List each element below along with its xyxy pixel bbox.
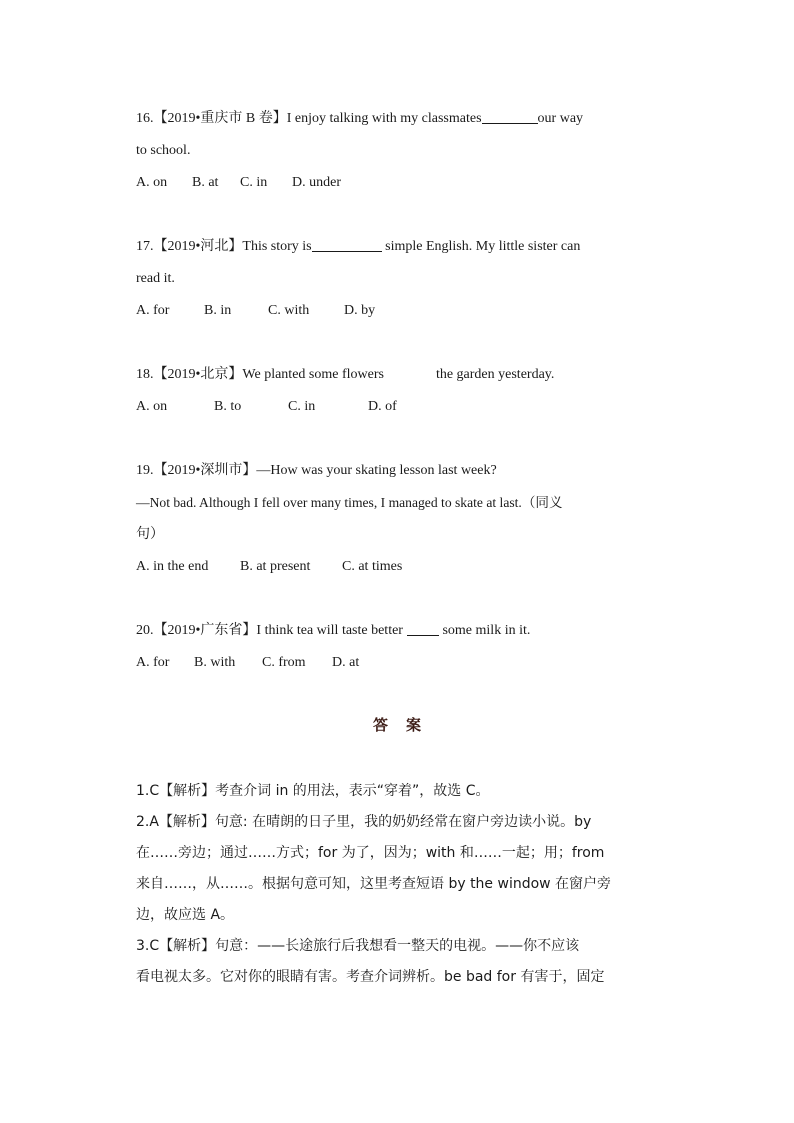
options	[136, 647, 660, 679]
question-stem: 20.【2019•广东省】I think tea will taste better some milk in it.	[136, 623, 531, 638]
option-d: D. of	[368, 399, 397, 414]
answer-blank	[482, 109, 538, 124]
option-d: D. under	[292, 175, 341, 190]
question-19	[136, 455, 660, 583]
question-stem: 16.【2019•重庆市 B 卷】I enjoy talking with my classmates our way	[136, 111, 584, 126]
question-stem-continued: read it.	[136, 271, 175, 286]
question-stem-continued: to school.	[136, 143, 191, 158]
option-d: D. by	[344, 303, 376, 318]
answer-line: 来自……，从……。根据句意可知，这里考查短语 by the window 在窗户旁	[136, 876, 612, 892]
question-17	[136, 231, 660, 327]
question-16	[136, 103, 660, 199]
option-c: C. with	[268, 303, 310, 318]
option-b: B. to	[214, 399, 242, 414]
options	[136, 551, 660, 583]
answer-line: 边，故应选 A。	[136, 907, 235, 923]
option-a: A. for	[136, 303, 170, 318]
answer-explanations	[136, 776, 660, 993]
option-a: A. on	[136, 175, 168, 190]
options	[136, 391, 660, 423]
option-b: B. with	[194, 655, 236, 670]
answer-line: 2.A【解析】句意: 在晴朗的日子里，我的奶奶经常在窗户旁边读小说。by	[136, 814, 592, 830]
options	[136, 295, 660, 327]
answer-blank	[407, 621, 439, 636]
question-stem: 17.【2019•河北】This story is simple English. My little sister can	[136, 239, 581, 254]
question-stem: 19.【2019•深圳市】—How was your skating lesson last week?	[136, 463, 497, 478]
question-stem-continued: 句）	[136, 527, 164, 542]
option-c: C. from	[262, 655, 306, 670]
option-d: D. at	[332, 655, 360, 670]
answer-line: 看电视太多。它对你的眼睛有害。考查介词辨析。be bad for 有害于，固定	[136, 969, 605, 985]
option-b: B. in	[204, 303, 232, 318]
option-a: A. for	[136, 655, 170, 670]
question-stem-continued: —Not bad. Although I fell over many times, I managed to skate at last.（同义	[136, 495, 563, 510]
answer-line: 1.C【解析】考查介词 in 的用法，表示“穿着”，故选 C。	[136, 783, 490, 799]
question-20	[136, 615, 660, 679]
question-18	[136, 359, 660, 423]
option-a: A. on	[136, 399, 168, 414]
answers-heading: 答案	[372, 718, 439, 734]
answer-line: 在……旁边；通过……方式；for 为了，因为；with 和……一起；用；from	[136, 845, 605, 861]
question-stem: 18.【2019•北京】We planted some flowers the garden yesterday.	[136, 367, 555, 382]
answer-blank	[312, 237, 382, 252]
option-a: A. in the end	[136, 559, 209, 574]
option-b: B. at present	[240, 559, 311, 574]
answer-line: 3.C【解析】句意：——长途旅行后我想看一整天的电视。——你不应该	[136, 938, 580, 954]
option-c: C. in	[288, 399, 316, 414]
options	[136, 167, 660, 199]
option-c: C. in	[240, 175, 268, 190]
option-c: C. at times	[342, 559, 403, 574]
option-b: B. at	[192, 175, 219, 190]
